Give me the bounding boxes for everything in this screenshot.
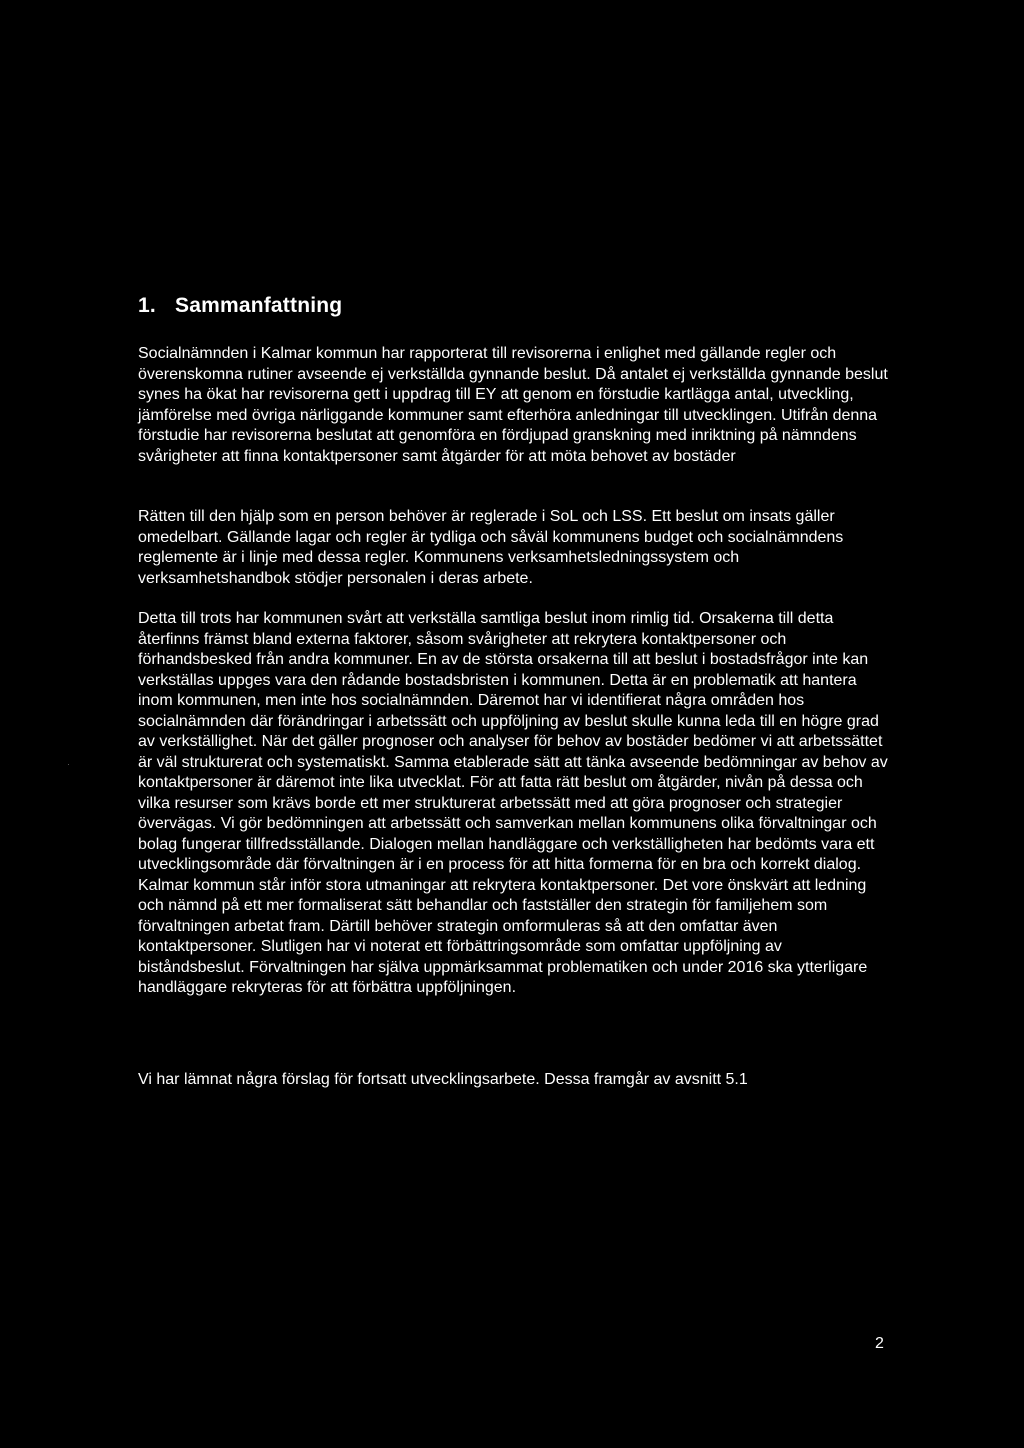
scan-speck <box>68 764 69 765</box>
paragraph-rights: Rätten till den hjälp som en person behöver är reglerade i SoL och LSS. Ett beslut om insats gäller omedelbart. Gällande lagar och regler är tydliga och såväl kommunens budget och socialnämndens reglemente är i linje med dessa regler. Kommunens verksamhetsledningssystem och verksamhetshandbok stödjer personalen i deras arbete. <box>138 508 844 587</box>
page-number: 2 <box>875 1335 884 1352</box>
section-number: 1. <box>138 294 156 317</box>
paragraph-intro: Socialnämnden i Kalmar kommun har rapporterat till revisorerna i enlighet med gällande regler och överenskomna rutiner avseende ej verkställda gynnande beslut. Då antalet ej verkställda gynnande beslut synes ha ökat har revisorerna gett i uppdrag till EY att genom en förstudie kartlägga antal, utveckling, jämförelse med övriga närliggande kommuner samt efterhöra anledningar till utvecklingen. Utifrån denna förstudie har revisorerna beslutat att genomföra en fördjupad granskning med inriktning på nämndens svårigheter att finna kontaktpersoner samt åtgärder för att möta behovet av bostäder <box>138 345 888 465</box>
paragraph-suggestions: Vi har lämnat några förslag för fortsatt utvecklingsarbete. Dessa framgår av avsnitt 5.1 <box>138 1071 748 1088</box>
section-title: Sammanfattning <box>175 294 343 317</box>
paragraph-findings: Detta till trots har kommunen svårt att verkställa samtliga beslut inom rimlig tid. Orsakerna till detta återfinns främst bland externa faktorer, såsom svårigheter att rekrytera kontaktpersoner och förhandsbesked från andra kommuner. En av de största orsakerna till att beslut i bostadsfrågor inte kan verkställas uppges vara den rådande bostadsbristen i kommunen. Detta är en problematik att hantera inom kommunen, men inte hos socialnämnden. Däremot har vi identifierat några områden hos socialnämnden där förändringar i arbetssätt och uppföljning av beslut skulle kunna leda till en högre grad av verkställighet. När det gäller prognoser och analyser för behov av bostäder bedömer vi att arbetssättet är väl strukturerat och systematiskt. Samma etablerade sätt att tänka avseende bedömningar av behov av kontaktpersoner är däremot inte lika utvecklat. För att fatta rätt beslut om åtgärder, nivån på dessa och vilka resurser som krävs borde ett mer strukturerat arbetssätt med att göra prognoser och strategier övervägas. Vi gör bedömningen att arbetssätt och samverkan mellan kommunens olika förvaltningar och bolag fungerar tillfredsställande. Dialogen mellan handläggare och verkställigheten har bedömts vara ett utvecklingsområde där förvaltningen är i en process för att hitta formerna för en bra och korrekt dialog. Kalmar kommun står inför stora utmaningar att rekrytera kontaktpersoner. Det vore önskvärt att ledning och nämnd på ett mer formaliserat sätt behandlar och fastställer den strategin för familjehem som förvaltningen arbetat fram. Därtill behöver strategin omformuleras så att den omfattar även kontaktpersoner. Slutligen har vi noterat ett förbättringsområde som omfattar uppföljning av biståndsbeslut. Förvaltningen har själva uppmärksammat problematiken och under 2016 ska ytterligare handläggare rekryteras för att förbättra uppföljningen. <box>138 610 888 996</box>
section-heading <box>138 294 342 318</box>
